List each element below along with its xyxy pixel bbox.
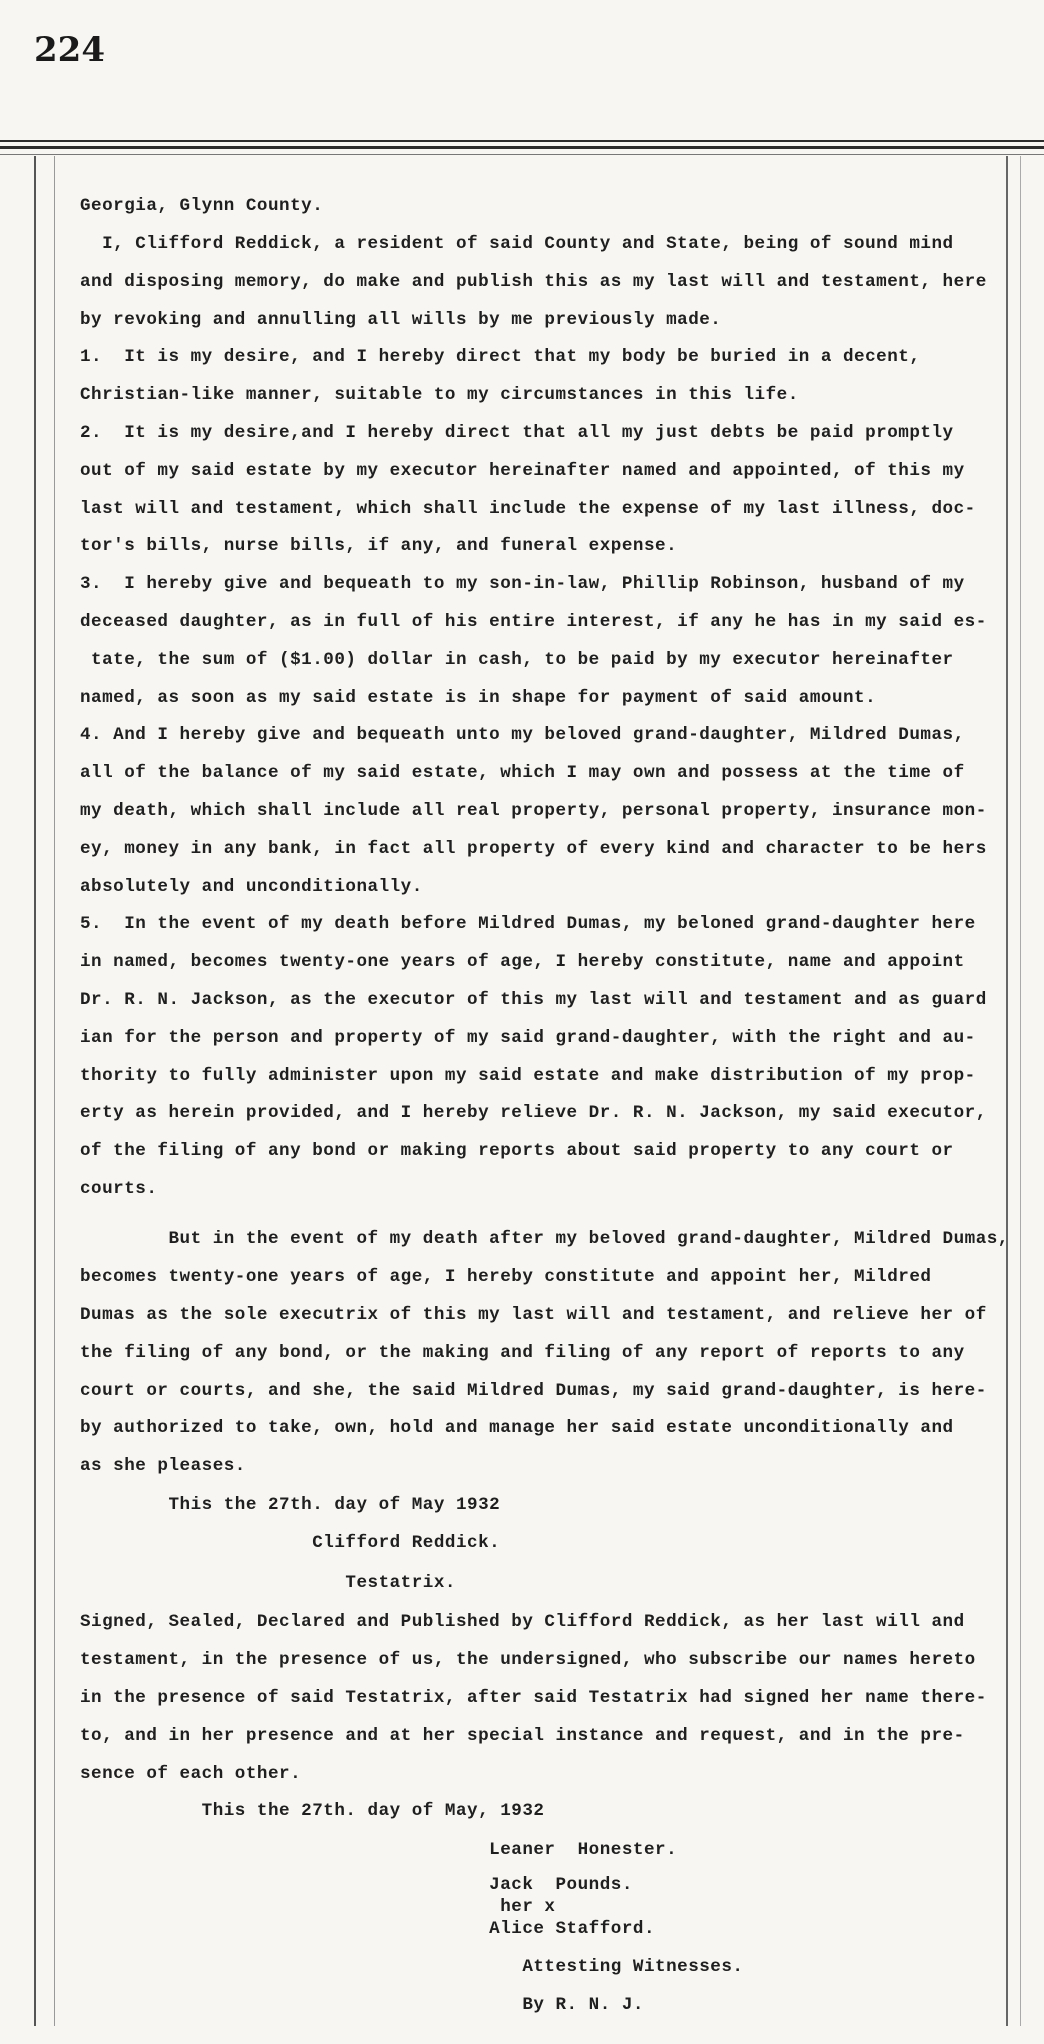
text-line: Attesting Witnesses. — [80, 1957, 744, 1977]
text-line: in named, becomes twenty-one years of age, I hereby constitute, name and appoint — [80, 952, 965, 972]
text-line: Clifford Reddick. — [80, 1533, 501, 1553]
text-line: erty as herein provided, and I hereby relieve Dr. R. N. Jackson, my said executor, — [80, 1103, 987, 1123]
text-line: by authorized to take, own, hold and manage her said estate unconditionally and — [80, 1418, 954, 1438]
text-line: 4. And I hereby give and bequeath unto my beloved grand-daughter, Mildred Dumas, — [80, 725, 965, 745]
text-line: This the 27th. day of May, 1932 — [80, 1801, 545, 1821]
text-line: 3. I hereby give and bequeath to my son-in-law, Phillip Robinson, husband of my — [80, 574, 965, 594]
text-line: tate, the sum of ($1.00) dollar in cash, to be paid by my executor hereinafter — [80, 650, 954, 670]
text-line: Christian-like manner, suitable to my circumstances in this life. — [80, 385, 799, 405]
text-line: Dr. R. N. Jackson, as the executor of this my last will and testament and as guard — [80, 990, 987, 1010]
text-line: Leaner Honester. — [80, 1840, 678, 1860]
text-line: the filing of any bond, or the making and filing of any report of reports to any — [80, 1343, 965, 1363]
text-line: Testatrix. — [80, 1573, 456, 1593]
page-number: 224 — [34, 30, 105, 70]
top-rule-double — [0, 146, 1044, 149]
text-line: 1. It is my desire, and I hereby direct that my body be buried in a decent, — [80, 347, 921, 367]
text-line: her x — [80, 1897, 556, 1917]
text-line: becomes twenty-one years of age, I hereby constitute and appoint her, Mildred — [80, 1267, 932, 1287]
text-line: tor's bills, nurse bills, if any, and funeral expense. — [80, 536, 678, 556]
text-line: testament, in the presence of us, the undersigned, who subscribe our names hereto — [80, 1650, 976, 1670]
text-line: to, and in her presence and at her special instance and request, and in the pre- — [80, 1726, 965, 1746]
text-line: by revoking and annulling all wills by me previously made. — [80, 310, 722, 330]
text-line: I, Clifford Reddick, a resident of said County and State, being of sound mind — [80, 234, 954, 254]
left-margin-line — [34, 156, 36, 2026]
text-line: Alice Stafford. — [80, 1919, 656, 1939]
text-line: 5. In the event of my death before Mildred Dumas, my beloned grand-daughter here — [80, 914, 976, 934]
text-line: court or courts, and she, the said Mildred Dumas, my said grand-daughter, is here- — [80, 1381, 987, 1401]
text-line: of the filing of any bond or making reports about said property to any court or — [80, 1141, 954, 1161]
text-line: last will and testament, which shall include the expense of my last illness, doc- — [80, 499, 976, 519]
text-line: in the presence of said Testatrix, after said Testatrix had signed her name there- — [80, 1688, 987, 1708]
text-line: my death, which shall include all real property, personal property, insurance mon- — [80, 801, 987, 821]
text-line: deceased daughter, as in full of his entire interest, if any he has in my said es- — [80, 612, 987, 632]
text-line: ey, money in any bank, in fact all property of every kind and character to be hers — [80, 839, 987, 859]
right-outer-margin-line — [1020, 156, 1021, 2026]
text-line: and disposing memory, do make and publish this as my last will and testament, here — [80, 272, 987, 292]
text-line: named, as soon as my said estate is in shape for payment of said amount. — [80, 688, 877, 708]
text-line: 2. It is my desire,and I hereby direct that all my just debts be paid promptly — [80, 423, 954, 443]
left-inner-margin-line — [54, 156, 55, 2026]
text-line: absolutely and unconditionally. — [80, 877, 423, 897]
top-rule — [0, 140, 1044, 142]
text-line: out of my said estate by my executor hereinafter named and appointed, of this my — [80, 461, 965, 481]
text-line: Dumas as the sole executrix of this my last will and testament, and relieve her of — [80, 1305, 987, 1325]
text-line: sence of each other. — [80, 1764, 302, 1784]
text-line: courts. — [80, 1179, 158, 1199]
text-line: thority to fully administer upon my said estate and make distribution of my prop- — [80, 1066, 976, 1086]
text-line: Georgia, Glynn County. — [80, 196, 324, 216]
text-line: Jack Pounds. — [80, 1875, 633, 1895]
text-line: But in the event of my death after my beloved grand-daughter, Mildred Dumas, — [80, 1229, 1009, 1249]
text-line: By R. N. J. — [80, 1995, 644, 2015]
text-line: This the 27th. day of May 1932 — [80, 1495, 501, 1515]
right-margin-line — [1006, 156, 1008, 2026]
top-rule-thin — [0, 154, 1044, 155]
text-line: Signed, Sealed, Declared and Published by Clifford Reddick, as her last will and — [80, 1612, 965, 1632]
text-line: all of the balance of my said estate, which I may own and possess at the time of — [80, 763, 965, 783]
text-line: ian for the person and property of my said grand-daughter, with the right and au- — [80, 1028, 976, 1048]
text-line: as she pleases. — [80, 1456, 246, 1476]
